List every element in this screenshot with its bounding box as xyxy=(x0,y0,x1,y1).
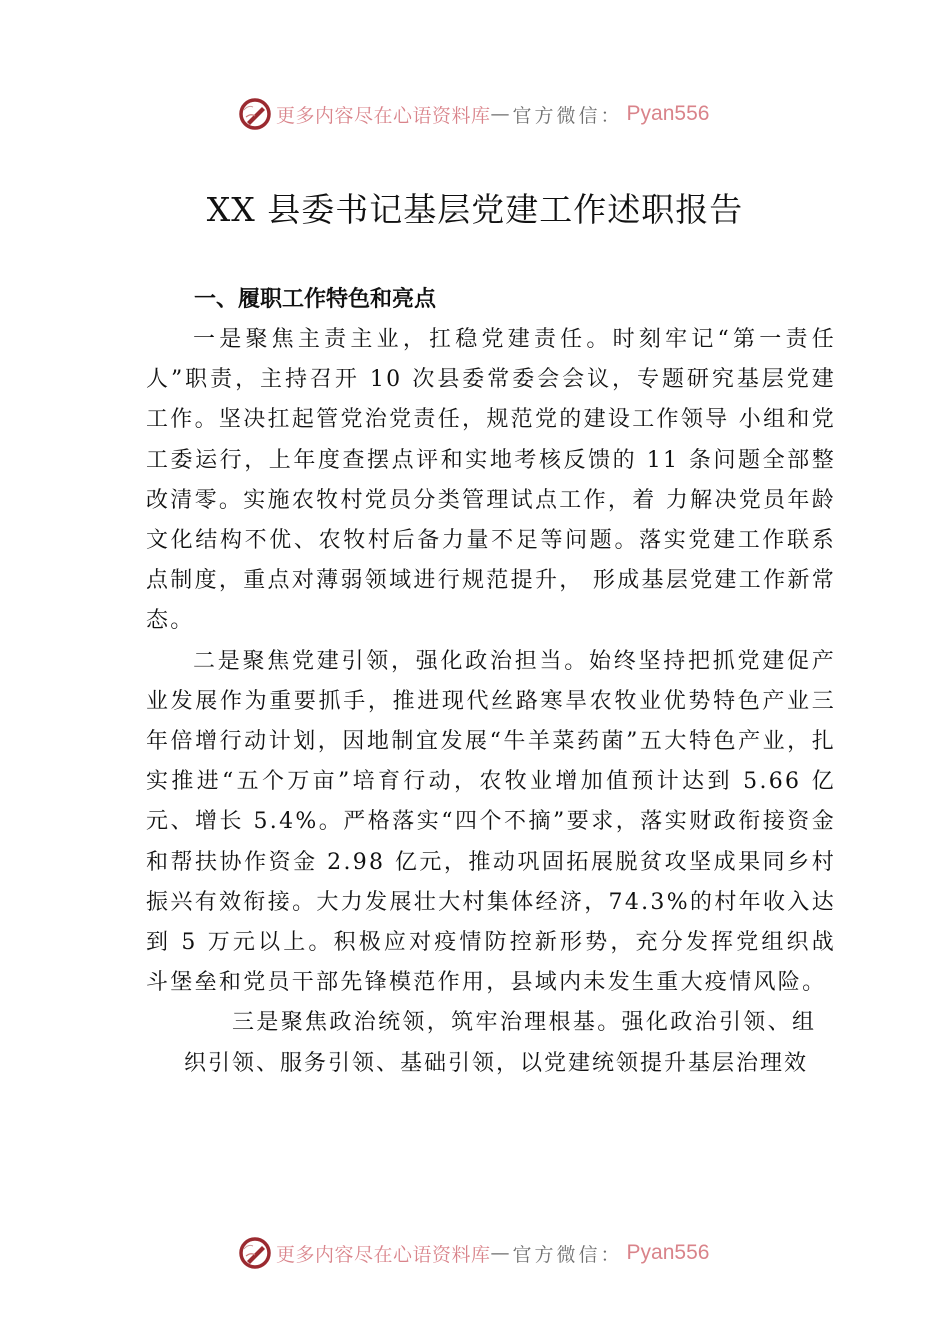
watermark-separator: — xyxy=(490,1242,513,1264)
paragraph-1: 一是聚焦主责主业，扛稳党建责任。时刻牢记“第一责任人”职责，主持召开 10 次县委常委会会议，专题研究基层党建工作。坚决扛起管党治党责任，规范党的建设工作领导 小组和党工委运行，上年度查摆点评和实地考核反馈的 11 条问题全部整改清零。实施农牧村党员分类管理试点工作，着 力解决党员年龄文化结构不优、农牧村后备力量不足等问题。落实党建工作联系点制度，重点对薄弱领域进行规范提升， 形成基层党建工作新常态。 xyxy=(146,327,836,634)
watermark-wechat-label: 官方微信： xyxy=(512,1243,623,1266)
watermark-brand-text: 更多内容尽在心语资料库 xyxy=(276,104,491,127)
watermark-brand-text: 更多内容尽在心语资料库 xyxy=(276,1243,491,1266)
paragraph-2: 二是聚焦党建引领，强化政治担当。始终坚持把抓党建促产业发展作为重要抓手，推进现代丝路寒旱农牧业优势特色产业三年倍增行动计划，因地制宜发展“牛羊菜药菌”五大特色产业，扎实推进“五个万亩”培育行动，农牧业增加值预计达到 5.66 亿元、增长 5.4%。严格落实“四个不摘”要求，落实财政衔接资金和帮扶协作资金 2.98 亿元，推动巩固拓展脱贫攻坚成果同乡村振兴有效衔接。大力发展壮大村集体经济，74.3%的村年收入达到 5 万元以上。积极应对疫情防控新形势，充分发挥党组织战斗堡垒和党员干部先锋模范作用，县域内未发生重大疫情风险。 xyxy=(146,648,836,996)
footer-watermark xyxy=(238,1233,709,1273)
header-watermark xyxy=(238,94,709,134)
quill-pen-circle-icon xyxy=(238,1236,272,1270)
watermark-wechat-id: Pyan556 xyxy=(626,102,710,125)
section-heading: 一、履职工作特色和亮点 xyxy=(194,287,437,312)
watermark-wechat-id: Pyan556 xyxy=(626,1241,710,1264)
paragraph-3: 三是聚焦政治统领，筑牢治理根基。强化政治引领、组织引领、服务引领、基础引领，以党建统领提升基层治理效 xyxy=(184,1010,816,1076)
document-body xyxy=(146,280,836,1084)
watermark-wechat-label: 官方微信： xyxy=(512,104,623,127)
watermark-separator: — xyxy=(490,103,513,125)
document-title: XX 县委书记基层党建工作述职报告 xyxy=(206,190,744,229)
quill-pen-circle-icon xyxy=(238,97,272,131)
